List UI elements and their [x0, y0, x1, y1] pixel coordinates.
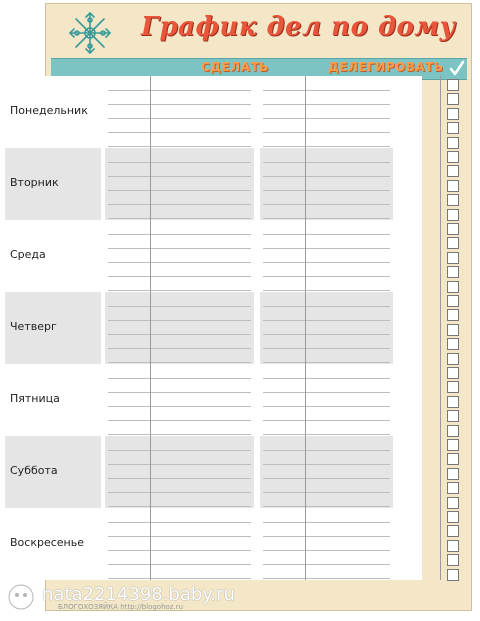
watermark-logo-icon: [6, 582, 36, 612]
ruled-line: [108, 204, 251, 205]
todo-cell[interactable]: [105, 364, 254, 436]
header: [46, 4, 473, 57]
ruled-line: [108, 262, 251, 263]
delegate-cell[interactable]: [260, 220, 393, 292]
delegate-cell[interactable]: [260, 436, 393, 508]
ruled-line: [108, 392, 251, 393]
delegate-cell[interactable]: [260, 292, 393, 364]
checkmark-icon: [449, 59, 465, 77]
day-row: [5, 364, 422, 436]
day-row: [5, 508, 422, 580]
todo-cell[interactable]: [105, 292, 254, 364]
task-checkbox[interactable]: [447, 554, 459, 566]
ruled-line: [108, 406, 251, 407]
ruled-line: [108, 290, 251, 291]
ruled-line: [263, 118, 390, 119]
day-label: Вторник: [10, 176, 59, 189]
task-checkbox[interactable]: [447, 525, 459, 537]
day-row: [5, 148, 422, 220]
ruled-line: [263, 420, 390, 421]
task-checkbox[interactable]: [447, 396, 459, 408]
todo-cell[interactable]: [105, 436, 254, 508]
ruled-line: [263, 378, 390, 379]
task-checkbox[interactable]: [447, 338, 459, 350]
day-label: Понедельник: [10, 104, 88, 117]
task-checkbox[interactable]: [447, 468, 459, 480]
column-divider: [150, 76, 151, 580]
checkbox-column: [445, 76, 461, 580]
ruled-line: [108, 564, 251, 565]
ruled-line: [263, 334, 390, 335]
task-checkbox[interactable]: [447, 295, 459, 307]
ruled-line: [263, 578, 390, 579]
ruled-line: [263, 506, 390, 507]
day-label: Воскресенье: [10, 536, 84, 549]
day-label: Суббота: [10, 464, 58, 477]
task-checkbox[interactable]: [447, 381, 459, 393]
day-cell: [5, 76, 101, 148]
ruled-line: [108, 334, 251, 335]
day-cell: [5, 364, 101, 436]
ruled-line: [108, 162, 251, 163]
task-checkbox[interactable]: [447, 151, 459, 163]
day-row: [5, 220, 422, 292]
task-checkbox[interactable]: [447, 137, 459, 149]
ruled-line: [263, 218, 390, 219]
ruled-line: [108, 146, 251, 147]
task-checkbox[interactable]: [447, 122, 459, 134]
delegate-cell[interactable]: [260, 76, 393, 148]
ruled-line: [263, 234, 390, 235]
ruled-line: [263, 492, 390, 493]
watermark-text: nata2214398.baby.ru: [42, 584, 235, 605]
ruled-line: [263, 550, 390, 551]
ruled-line: [263, 348, 390, 349]
ruled-line: [108, 464, 251, 465]
task-checkbox[interactable]: [447, 281, 459, 293]
ruled-line: [108, 378, 251, 379]
ruled-line: [263, 434, 390, 435]
ruled-line: [263, 450, 390, 451]
ruled-line: [108, 90, 251, 91]
ruled-line: [108, 306, 251, 307]
day-row: [5, 292, 422, 364]
ruled-line: [263, 522, 390, 523]
page-title: График дел по дому: [141, 12, 456, 42]
todo-cell[interactable]: [105, 76, 254, 148]
task-checkbox[interactable]: [447, 324, 459, 336]
ruled-line: [108, 348, 251, 349]
task-checkbox[interactable]: [447, 180, 459, 192]
column-header-todo: СДЕЛАТЬ: [201, 60, 269, 74]
day-cell: [5, 148, 101, 220]
task-checkbox[interactable]: [447, 108, 459, 120]
ruled-line: [263, 146, 390, 147]
ruled-line: [263, 392, 390, 393]
task-checkbox[interactable]: [447, 569, 459, 581]
ruled-line: [263, 276, 390, 277]
ruled-line: [108, 578, 251, 579]
task-checkbox[interactable]: [447, 511, 459, 523]
ruled-line: [108, 248, 251, 249]
task-checkbox[interactable]: [447, 439, 459, 451]
ruled-line: [108, 218, 251, 219]
delegate-cell[interactable]: [260, 364, 393, 436]
schedule-table: [5, 76, 422, 580]
ruled-line: [263, 248, 390, 249]
ruled-line: [263, 162, 390, 163]
ruled-line: [263, 90, 390, 91]
ruled-line: [108, 522, 251, 523]
day-cell: [5, 436, 101, 508]
day-row: [5, 436, 422, 508]
task-checkbox[interactable]: [447, 453, 459, 465]
day-cell: [5, 220, 101, 292]
column-divider: [440, 76, 441, 580]
task-checkbox[interactable]: [447, 482, 459, 494]
ruled-line: [108, 190, 251, 191]
ruled-line: [263, 564, 390, 565]
ruled-line: [263, 104, 390, 105]
ruled-line: [108, 276, 251, 277]
task-checkbox[interactable]: [447, 252, 459, 264]
ruled-line: [263, 406, 390, 407]
task-checkbox[interactable]: [447, 497, 459, 509]
day-label: Среда: [10, 248, 46, 261]
ruled-line: [108, 234, 251, 235]
todo-cell[interactable]: [105, 220, 254, 292]
ruled-line: [263, 290, 390, 291]
delegate-cell[interactable]: [260, 508, 393, 580]
ruled-line: [263, 204, 390, 205]
task-checkbox[interactable]: [447, 194, 459, 206]
ruled-line: [108, 176, 251, 177]
day-cell: [5, 508, 101, 580]
ruled-line: [108, 506, 251, 507]
day-label: Четверг: [10, 320, 57, 333]
ruled-line: [108, 118, 251, 119]
day-row: [5, 76, 422, 148]
task-checkbox[interactable]: [447, 410, 459, 422]
ruled-line: [263, 132, 390, 133]
todo-cell[interactable]: [105, 148, 254, 220]
task-checkbox[interactable]: [447, 93, 459, 105]
column-divider: [305, 76, 306, 580]
ruled-line: [108, 536, 251, 537]
ruled-line: [108, 420, 251, 421]
ruled-line: [263, 362, 390, 363]
task-checkbox[interactable]: [447, 266, 459, 278]
ruled-line: [263, 306, 390, 307]
ruled-line: [108, 550, 251, 551]
ruled-line: [263, 464, 390, 465]
task-checkbox[interactable]: [447, 237, 459, 249]
task-checkbox[interactable]: [447, 165, 459, 177]
ruled-line: [263, 176, 390, 177]
ruled-line: [108, 492, 251, 493]
footer-credit: БЛОГОХОЗЯЙКА http://blogohoz.ru: [58, 603, 184, 611]
column-header-delegate: ДЕЛЕГИРОВАТЬ: [328, 60, 444, 74]
ruled-line: [108, 104, 251, 105]
day-cell: [5, 292, 101, 364]
ruled-line: [108, 132, 251, 133]
ruled-line: [263, 262, 390, 263]
ruled-line: [108, 320, 251, 321]
ruled-line: [108, 450, 251, 451]
ruled-line: [263, 320, 390, 321]
delegate-cell[interactable]: [260, 148, 393, 220]
task-checkbox[interactable]: [447, 223, 459, 235]
task-checkbox[interactable]: [447, 79, 459, 91]
ruled-line: [263, 478, 390, 479]
day-label: Пятница: [10, 392, 60, 405]
task-checkbox[interactable]: [447, 353, 459, 365]
ruled-line: [108, 362, 251, 363]
task-checkbox[interactable]: [447, 367, 459, 379]
task-checkbox[interactable]: [447, 540, 459, 552]
ruled-line: [108, 434, 251, 435]
ruled-line: [263, 536, 390, 537]
task-checkbox[interactable]: [447, 209, 459, 221]
ruled-line: [108, 478, 251, 479]
task-checkbox[interactable]: [447, 425, 459, 437]
ruled-line: [263, 190, 390, 191]
todo-cell[interactable]: [105, 508, 254, 580]
task-checkbox[interactable]: [447, 309, 459, 321]
